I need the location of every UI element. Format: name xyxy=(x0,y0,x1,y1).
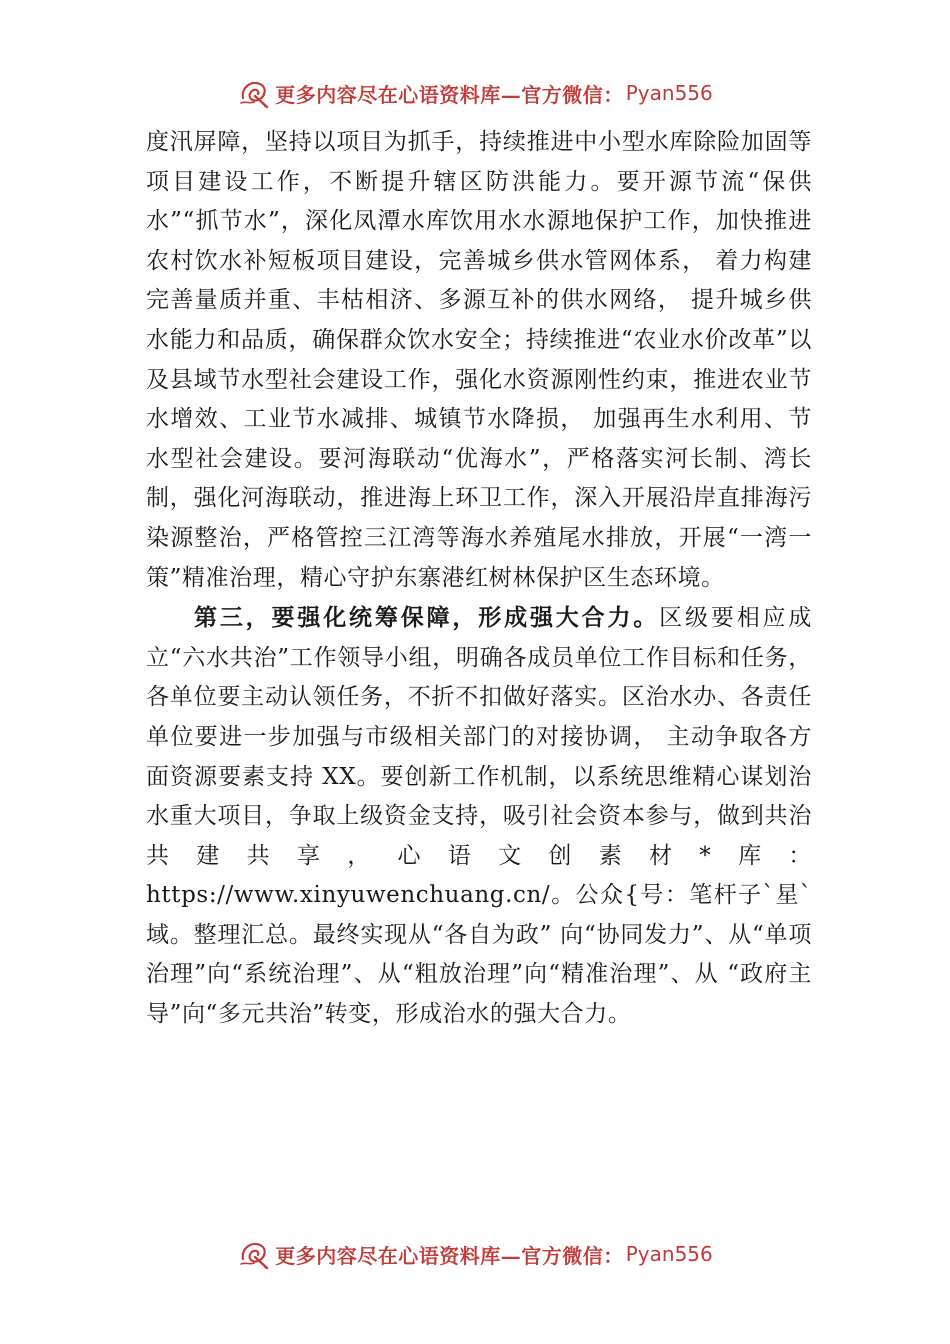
pen-swirl-logo-icon xyxy=(237,76,271,110)
banner-wechat-id: Pyan556 xyxy=(625,1242,713,1266)
banner-brand-text: 更多内容尽在心语资料库—官方微信： xyxy=(275,1243,624,1268)
document-body xyxy=(146,123,812,1035)
paragraph-section-three xyxy=(146,598,812,1035)
banner-brand-text: 更多内容尽在心语资料库—官方微信： xyxy=(275,82,624,107)
footer-banner xyxy=(0,1234,950,1274)
header-banner xyxy=(0,73,950,113)
pen-swirl-logo-icon xyxy=(237,1237,271,1271)
paragraph-continuation: 度汛屏障，坚持以项目为抓手，持续推进中小型水库除险加固等项目建设工作，不断提升辖区防洪能力。要开源节流“保供水”“抓节水”，深化凤潭水库饮用水水源地保护工作，加快推进农村饮水补短板项目建设，完善城乡供水管网体系， 着力构建完善量质并重、丰枯相济、多源互补的供水网络， 提升城乡供水能力和品质，确保群众饮水安全；持续推进“农业水价改革”以及县域节水型社会建设工作，强化水资源刚性约束，推进农业节水增效、工业节水减排、城镇节水降损， 加强再生水利用、节水型社会建设。要河海联动“优海水”，严格落实河长制、湾长制，强化河海联动，推进海上环卫工作，深入开展沿岸直排海污染源整治，严格管控三江湾等海水养殖尾水排放，开展“一湾一策”精准治理，精心守护东寨港红树林保护区生态环境。 xyxy=(146,129,812,591)
section-body-text: 区级要相应成立“六水共治”工作领导小组，明确各成员单位工作目标和任务，各单位要主动认领任务，不折不扣做好落实。区治水办、各责任单位要进一步加强与市级相关部门的对接协调， 主动争取各方面资源要素支持 XX。要创新工作机制，以系统思维精心谋划治水重大项目，争取上级资金支持，吸引社会资本参与，做到共治共建共享，心语文创素材*库：https://www.xinyuwenchuang.cn/。公众{号：笔杆子`星`域。整理汇总。最终实现从“各自为政” 向“协同发力”、从“单项治理”向“系统治理”、从“粗放治理”向“精准治理”、从 “政府主导”向“多元共治”转变，形成治水的强大合力。 xyxy=(146,605,812,1028)
banner-wechat-id: Pyan556 xyxy=(625,81,713,105)
section-heading-lead: 第三，要强化统筹保障，形成强大合力。 xyxy=(194,604,660,632)
